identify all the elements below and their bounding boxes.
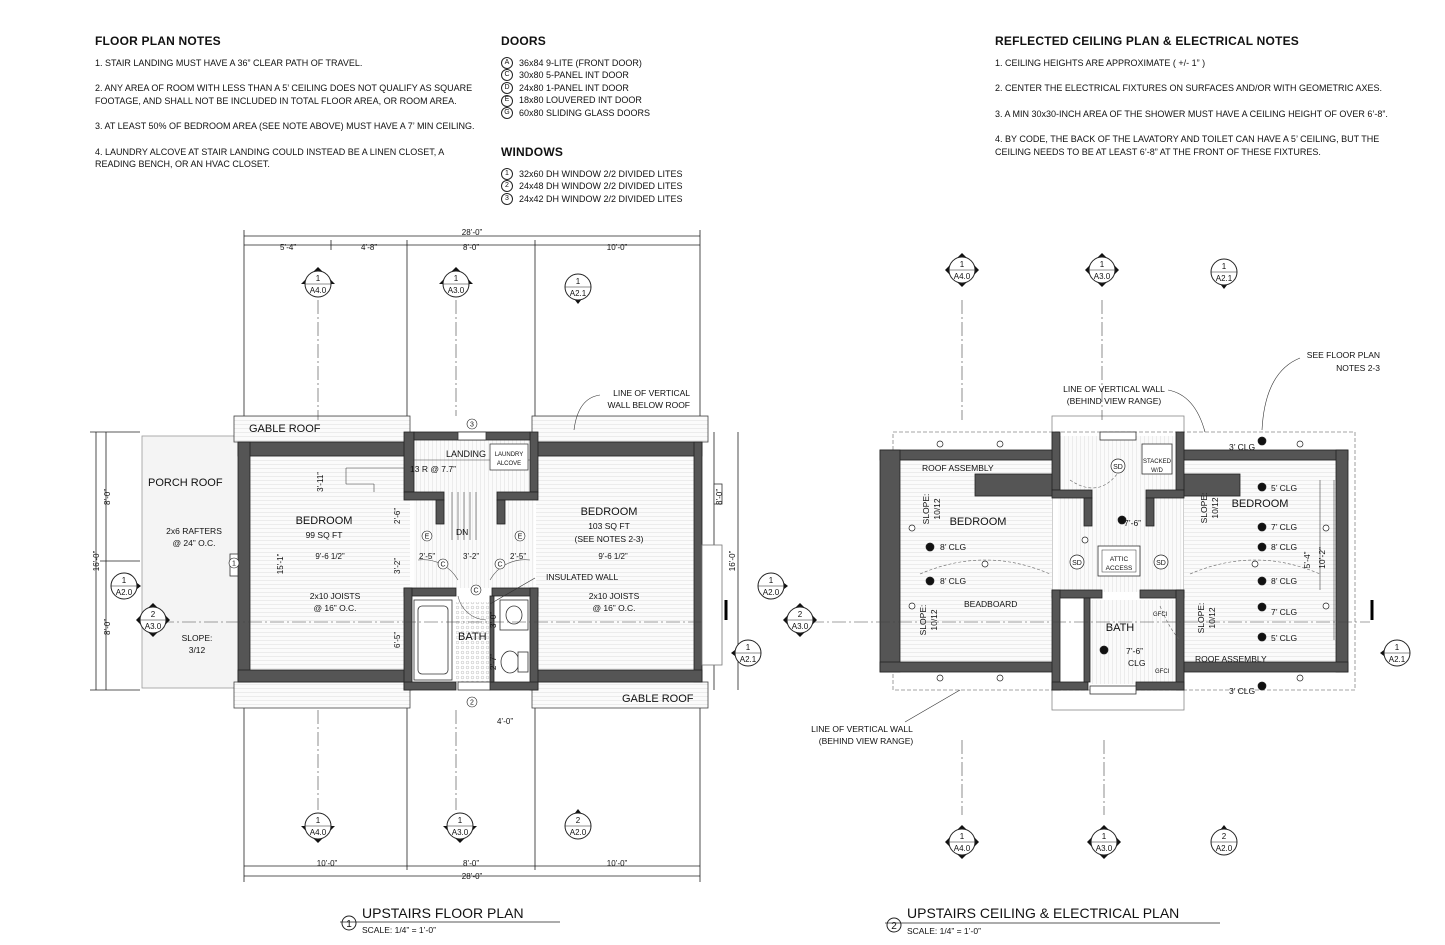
slope-value: 10/12 — [1207, 607, 1217, 629]
stacked-label: W/D — [1151, 468, 1163, 474]
svg-text:1: 1 — [1394, 643, 1400, 652]
floor-plan-title-block — [340, 905, 560, 935]
gfci-label: GFCI — [1153, 612, 1168, 618]
attic-label: ATTIC — [1109, 556, 1129, 563]
section-tag — [439, 267, 473, 297]
clg-label: 5’ CLG — [1271, 633, 1298, 643]
door-desc: 18x80 LOUVERED INT DOOR — [519, 95, 642, 106]
smoke-detector-label: SD — [1156, 560, 1166, 567]
gable-roof-label: GABLE ROOF — [622, 693, 694, 705]
bedroom-2-note: (SEE NOTES 2-3) — [574, 534, 644, 544]
title-number: 1 — [346, 919, 352, 930]
svg-text:A2.1: A2.1 — [1388, 655, 1406, 664]
vertical-wall-note: LINE OF VERTICAL WALL — [811, 724, 913, 734]
clg-label: 7’-6” — [1124, 518, 1142, 528]
svg-text:A4.0: A4.0 — [309, 286, 327, 295]
right-wall-projection — [702, 545, 722, 665]
rafters-label: @ 24” O.C. — [172, 538, 216, 548]
dim-label: 5’-4” — [1302, 551, 1312, 569]
svg-text:1: 1 — [768, 576, 774, 585]
see-floor-plan-note: NOTES 2-3 — [1336, 363, 1380, 373]
dim-right: 8’-0” — [715, 488, 724, 506]
section-tag — [783, 603, 817, 637]
clg-label: 8’ CLG — [940, 576, 967, 586]
door-key: G — [501, 107, 513, 119]
bath-label: BATH — [1105, 622, 1135, 634]
landing-label: LANDING — [446, 449, 487, 459]
gable-roof-top-right — [532, 416, 708, 442]
svg-text:A4.0: A4.0 — [953, 844, 971, 853]
window-key: 2 — [501, 180, 513, 192]
door-desc: 30x80 5-PANEL INT DOOR — [519, 70, 629, 81]
stair-label: 13 R @ 7.7” — [410, 464, 456, 474]
section-tag — [731, 640, 761, 666]
door-tag: C — [473, 587, 479, 595]
section-tag — [565, 809, 591, 839]
porch-roof-label: PORCH ROOF — [148, 477, 223, 489]
vertical-wall-note: (BEHIND VIEW RANGE) — [818, 736, 914, 746]
svg-text:2: 2 — [150, 610, 156, 619]
svg-text:A2.0: A2.0 — [115, 588, 133, 597]
vertical-wall-note: LINE OF VERTICAL — [613, 388, 690, 398]
floor-plan-scale: SCALE: 1/4” = 1’-0” — [362, 925, 436, 935]
rcp-note: 1. CEILING HEIGHTS ARE APPROXIMATE ( +/- 1” ) — [995, 57, 1206, 68]
clg-label: 3’ CLG — [1229, 686, 1256, 696]
bedroom-2-area: 103 SQ FT — [588, 521, 630, 531]
bedroom-2-label: BEDROOM — [580, 506, 638, 518]
bedroom-2-label: BEDROOM — [1231, 498, 1289, 510]
svg-text:2: 2 — [575, 816, 581, 825]
dim-bottom: 8’-0” — [462, 859, 480, 868]
dim-top: 10’-0” — [606, 243, 628, 252]
ceiling-plan-title: UPSTAIRS CEILING & ELECTRICAL PLAN — [907, 905, 1180, 921]
svg-text:A3.0: A3.0 — [447, 286, 465, 295]
svg-text:1: 1 — [315, 816, 321, 825]
toilet-tank — [518, 652, 528, 672]
joists-label: @ 16” O.C. — [313, 603, 357, 613]
door-key: E — [501, 95, 513, 107]
svg-text:A3.0: A3.0 — [144, 622, 162, 631]
ceiling-plan-title-block — [885, 905, 1220, 936]
svg-text:1: 1 — [1221, 262, 1227, 271]
dim-top: 8’-0” — [462, 243, 480, 252]
slope-label: SLOPE: — [1199, 492, 1209, 524]
window-key: 3 — [501, 193, 513, 205]
slope-label: 3/12 — [188, 645, 206, 655]
dim-inner: 6’-5” — [393, 631, 402, 649]
window-tag: 1 — [232, 560, 236, 568]
floor-plan — [90, 230, 738, 882]
clg-label: 7’ CLG — [1271, 607, 1298, 617]
section-tag — [1087, 825, 1121, 859]
svg-text:A3.0: A3.0 — [791, 622, 809, 631]
gable-roof-label: GABLE ROOF — [249, 423, 321, 435]
roof-assembly-label: ROOF ASSEMBLY — [922, 463, 994, 473]
clg-label: 8’ CLG — [1271, 576, 1298, 586]
dim-top: 4’-8” — [360, 243, 378, 252]
svg-text:1: 1 — [453, 274, 459, 283]
door-key: C — [501, 69, 513, 81]
bath-label: BATH — [458, 631, 487, 643]
joists-label: 2x10 JOISTS — [588, 591, 640, 601]
slope-label: SLOPE: — [921, 493, 931, 525]
section-tag — [301, 813, 335, 843]
smoke-detector-label: SD — [1072, 560, 1082, 567]
svg-text:A2.1: A2.1 — [569, 289, 587, 298]
section-tag — [565, 274, 591, 304]
svg-text:1: 1 — [1099, 260, 1105, 269]
dim-inner: 15’-1” — [276, 553, 285, 575]
door-desc: 24x80 1-PANEL INT DOOR — [519, 82, 629, 93]
slope-value: 10/12 — [929, 609, 939, 631]
dim-left: 8’-0” — [103, 488, 112, 506]
floor-plan-note: 4. LAUNDRY ALCOVE AT STAIR LANDING COULD INSTEAD BE A LINEN CLOSET, A READING BENCH, OR AN HVAC CLOSET. — [95, 146, 444, 169]
section-tag — [945, 253, 979, 287]
dim-inner: 3’-2” — [393, 557, 402, 575]
clg-label: 8’ CLG — [940, 542, 967, 552]
window-key: 1 — [501, 168, 513, 180]
dim-inner: 2’-7” — [489, 653, 498, 671]
laundry-label: LAUNDRY — [494, 452, 524, 458]
dim-inner: 3’-0” — [489, 611, 498, 629]
svg-text:1: 1 — [575, 277, 581, 286]
dim-overall-bottom: 28’-0” — [461, 872, 483, 881]
joists-label: 2x10 JOISTS — [309, 591, 361, 601]
clg-label: CLG — [1128, 658, 1146, 668]
rcp-note: 3. A MIN 30x30-INCH AREA OF THE SHOWER MUST HAVE A CEILING HEIGHT OF OVER 6’-8”. — [995, 108, 1388, 119]
section-tag — [1085, 253, 1119, 287]
section-tag — [301, 267, 335, 297]
svg-text:1: 1 — [959, 260, 965, 269]
bedroom-1-floor — [250, 456, 410, 670]
stacked-label: STACKED — [1143, 459, 1171, 465]
section-tag — [111, 573, 141, 599]
section-tag — [945, 825, 979, 859]
dim-label: 10’-2” — [1317, 547, 1327, 569]
floor-plan-notes-title: FLOOR PLAN NOTES — [95, 34, 221, 48]
door-tag: C — [440, 561, 446, 569]
clg-label: 8’ CLG — [1271, 542, 1298, 552]
bedroom-1-label: BEDROOM — [949, 516, 1007, 528]
dim-inner: 3’-2” — [462, 552, 480, 561]
slope-label: SLOPE: — [918, 604, 928, 636]
joists-label: @ 16” O.C. — [592, 603, 636, 613]
door-tag: C — [497, 561, 503, 569]
dim-inner: 9’-6 1/2” — [598, 552, 628, 561]
svg-text:1: 1 — [1101, 832, 1107, 841]
ceiling-plan-scale: SCALE: 1/4” = 1’-0” — [907, 926, 981, 936]
dim-inner: 3’-11” — [316, 472, 325, 492]
dimensions-bottom — [244, 700, 700, 882]
windows-title: WINDOWS — [501, 145, 564, 159]
clg-label: 5’ CLG — [1271, 483, 1298, 493]
svg-text:2: 2 — [797, 610, 803, 619]
dim-left: 16’-0” — [92, 550, 101, 572]
door-desc: 36x84 9-LITE (FRONT DOOR) — [519, 57, 642, 68]
insulated-wall-label: INSULATED WALL — [546, 572, 619, 582]
dim-inner: 9’-6 1/2” — [315, 552, 345, 561]
svg-text:1: 1 — [745, 643, 751, 652]
dim-bottom: 10’-0” — [316, 859, 338, 868]
dim-right: 16’-0” — [728, 550, 737, 572]
clg-label: 3’ CLG — [1229, 442, 1256, 452]
svg-text:A2.0: A2.0 — [762, 588, 780, 597]
window-desc: 24x42 DH WINDOW 2/2 DIVIDED LITES — [519, 193, 683, 204]
svg-text:A2.1: A2.1 — [1215, 274, 1233, 283]
dim-inner: 2’-6” — [393, 507, 402, 525]
smoke-detector-label: SD — [1113, 464, 1123, 471]
svg-text:A2.0: A2.0 — [569, 828, 587, 837]
dim-left: 8’-0” — [103, 618, 112, 636]
door-key: D — [501, 82, 513, 94]
doors-title: DOORS — [501, 34, 547, 48]
slope-label: SLOPE: — [1196, 602, 1206, 634]
floor-plan-title: UPSTAIRS FLOOR PLAN — [362, 905, 524, 921]
rcp-note: 2. CENTER THE ELECTRICAL FIXTURES ON SURFACES AND/OR WITH GEOMETRIC AXES. — [995, 83, 1383, 93]
dim-overall-top: 28’-0” — [461, 228, 483, 237]
dim-bottom: 10’-0” — [606, 859, 628, 868]
window-tag: 2 — [470, 699, 474, 707]
svg-text:1: 1 — [121, 576, 127, 585]
svg-text:A4.0: A4.0 — [953, 272, 971, 281]
sink — [506, 606, 522, 624]
see-floor-plan-note: SEE FLOOR PLAN — [1306, 350, 1380, 360]
clg-label: 7’ CLG — [1271, 522, 1298, 532]
door-tag: E — [517, 533, 523, 541]
svg-text:A3.0: A3.0 — [1093, 272, 1111, 281]
slope-value: 10/12 — [932, 498, 942, 520]
section-tag — [1211, 259, 1237, 289]
gfci-label: GFCI — [1155, 669, 1170, 675]
rcp-note: 4. BY CODE, THE BACK OF THE LAVATORY AND TOILET CAN HAVE A 5’ CEILING, BUT THE CEILING NEEDS TO BE AT LEAST 6’-8” AT THE FRONT OF THESE FIXTURES. — [995, 134, 1380, 157]
rcp-notes-title: REFLECTED CEILING PLAN & ELECTRICAL NOTES — [995, 34, 1299, 48]
dim-inner: 2’-5” — [418, 552, 436, 561]
dim-inner: 2’-5” — [509, 552, 527, 561]
gable-roof-bottom-left — [234, 682, 410, 708]
svg-text:1: 1 — [457, 816, 463, 825]
svg-text:A4.0: A4.0 — [309, 828, 327, 837]
door-desc: 60x80 SLIDING GLASS DOORS — [519, 107, 651, 118]
rafters-label: 2x6 RAFTERS — [166, 526, 222, 536]
beadboard-label: BEADBOARD — [964, 599, 1018, 609]
svg-text:A3.0: A3.0 — [1095, 844, 1113, 853]
laundry-label: ALCOVE — [496, 461, 522, 467]
svg-text:A3.0: A3.0 — [451, 828, 469, 837]
section-tag — [758, 573, 788, 599]
bedroom-2-floor — [536, 456, 694, 670]
window-desc: 32x60 DH WINDOW 2/2 DIVIDED LITES — [519, 168, 683, 179]
section-tag — [1211, 825, 1237, 855]
title-number: 2 — [891, 921, 897, 932]
window-3 — [458, 432, 486, 440]
floor-plan-note: 3. AT LEAST 50% OF BEDROOM AREA (SEE NOTE ABOVE) MUST HAVE A 7’ MIN CEILING. — [95, 121, 475, 131]
window-2 — [458, 682, 490, 690]
dim-inner: 4’-0” — [496, 717, 514, 726]
attic-label: ACCESS — [1105, 565, 1133, 572]
clg-label: 7’-6” — [1126, 646, 1144, 656]
door-tag: E — [424, 533, 430, 541]
floor-plan-note: 1. STAIR LANDING MUST HAVE A 36” CLEAR PATH OF TRAVEL. — [95, 57, 363, 68]
svg-text:A2.1: A2.1 — [739, 655, 757, 664]
bedroom-1-label: BEDROOM — [295, 515, 353, 527]
bathtub-basin — [418, 606, 448, 674]
window-desc: 24x48 DH WINDOW 2/2 DIVIDED LITES — [519, 181, 683, 192]
vertical-wall-note: WALL BELOW ROOF — [607, 400, 690, 410]
dim-top: 5’-4” — [279, 243, 297, 252]
slope-value: 10/12 — [1210, 497, 1220, 519]
svg-text:A2.0: A2.0 — [1215, 844, 1233, 853]
vertical-wall-note: LINE OF VERTICAL WALL — [1063, 384, 1165, 394]
door-key: A — [501, 57, 513, 69]
bedroom-1-area: 99 SQ FT — [305, 530, 343, 540]
roof-assembly-label: ROOF ASSEMBLY — [1195, 654, 1267, 664]
vertical-wall-note: (BEHIND VIEW RANGE) — [1066, 396, 1162, 406]
section-tag — [1380, 640, 1410, 666]
toilet — [501, 651, 519, 673]
slope-label: SLOPE: — [181, 633, 213, 643]
svg-text:1: 1 — [315, 274, 321, 283]
down-label: DN — [456, 527, 469, 537]
svg-text:2: 2 — [1221, 832, 1227, 841]
section-tag — [443, 813, 477, 843]
floor-plan-note: 2. ANY AREA OF ROOM WITH LESS THAN A 5’ CEILING DOES NOT QUALIFY AS SQUARE FOOTAGE, AND SHALL NOT BE INCLUDED IN TOTAL FLOOR AREA, OR ROOM AREA. — [95, 83, 473, 106]
window-tag: 3 — [470, 421, 474, 429]
svg-text:1: 1 — [959, 832, 965, 841]
